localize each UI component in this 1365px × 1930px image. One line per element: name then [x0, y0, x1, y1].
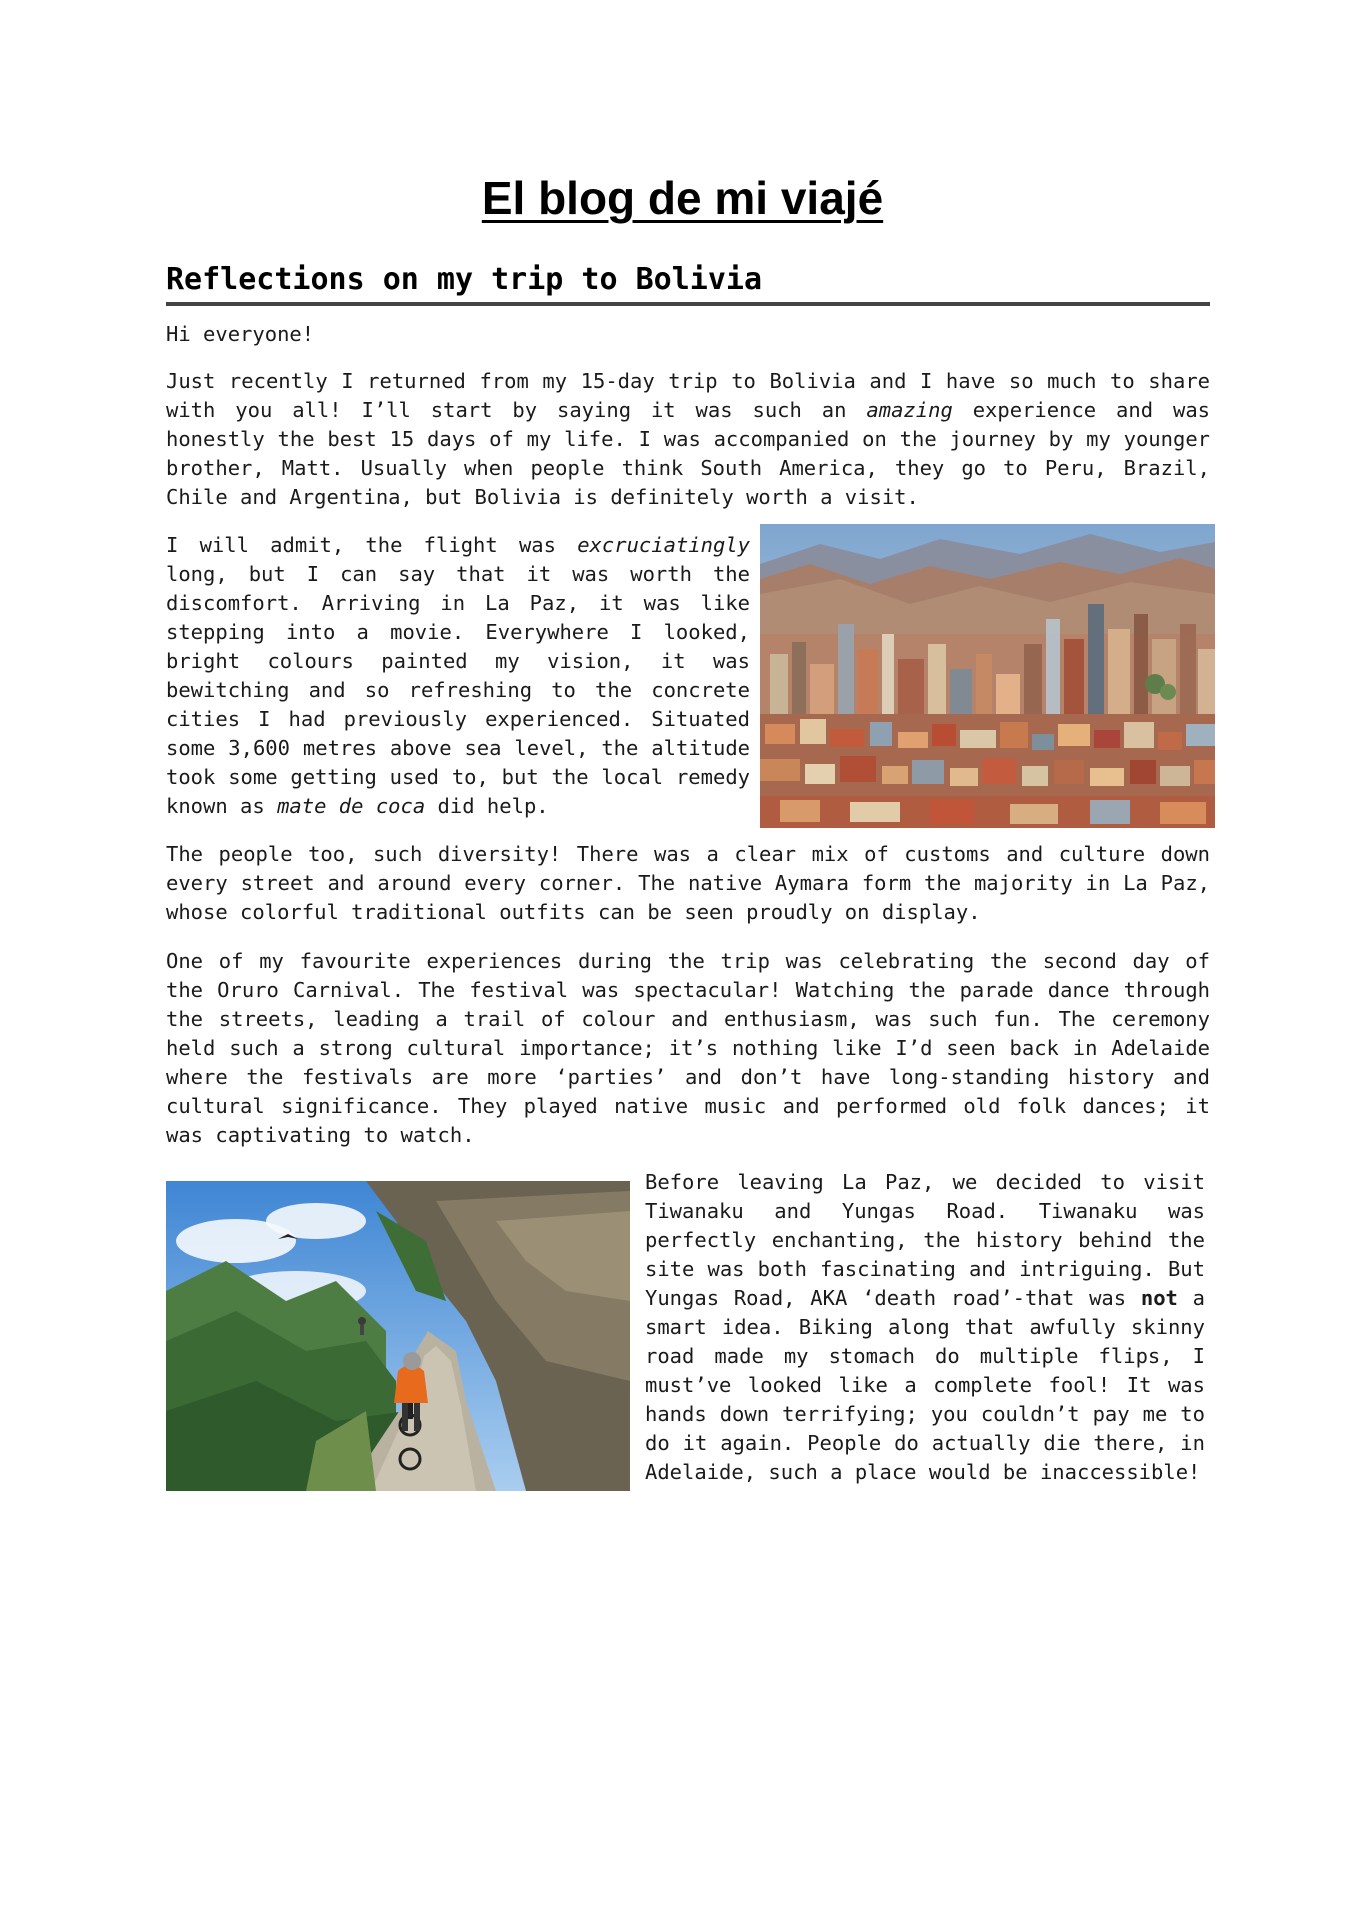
paragraph-intro [166, 367, 1210, 512]
p5-text-b: a smart idea. Biking along that awfully skinny road made my stomach do multiple flips, I must’ve looked like a complete fool! It was hands down terrifying; you couldn’t pay me to do it again. People do actually die there, in Adelaide, such a place would be inaccessible! [645, 1286, 1205, 1484]
paragraph-carnival: One of my favourite experiences during the trip was celebrating the second day of the Oruro Carnival. The festival was spectacular! Watching the parade dance through the streets, leading a trail of colour and enthusiasm, was such fun. The ceremony held such a strong cultural importance; it’s nothing like I’d seen back in Adelaide where the festivals are more ‘parties’ and don’t have long-standing history and cultural significance. They played native music and performed old folk dances; it was captivating to watch. [166, 949, 1210, 1147]
p1-text-b: experience and was honestly the best 15 days of my life. I was accompanied on the journey by my younger brother, Matt. Usually when people think South America, they go to Peru, Brazil, Chile and Argentina, but Bolivia is definitely worth a visit. [166, 398, 1211, 509]
p2-text-a: I will admit, the flight was [166, 533, 578, 557]
post-subtitle: Reflections on my trip to Bolivia [166, 262, 763, 297]
p2-text-c: did help. [425, 794, 549, 818]
p5-text-a: Before leaving La Paz, we decided to visit Tiwanaku and Yungas Road. Tiwanaku was perfectly enchanting, the history behind the site was both fascinating and intriguing. But Yungas Road, AKA ‘death road’-that was [645, 1170, 1205, 1310]
p2-emphasis-b: mate de coca [277, 794, 426, 818]
subtitle-rule [166, 302, 1210, 306]
yungas-road-image [166, 1181, 630, 1491]
blog-title [0, 170, 1365, 226]
yungas-road-graphic [166, 1181, 630, 1491]
p5-bold: not [1140, 1286, 1178, 1310]
la-paz-cityscape-graphic [760, 524, 1215, 828]
la-paz-cityscape-image [760, 524, 1215, 828]
p2-text-b: long, but I can say that it was worth the discomfort. Arriving in La Paz, it was like stepping into a movie. Everywhere I looked, bright colours painted my vision, it was bewitching and so refreshing to the concrete cities I had previously experienced. Situated some 3,600 metres above sea level, the altitude took some getting used to, but the local remedy known as [166, 562, 750, 818]
p2-emphasis-a: excruciatingly [577, 533, 750, 557]
greeting: Hi everyone! [166, 322, 315, 346]
paragraph-la-paz [166, 531, 750, 821]
paragraph-yungas [645, 1168, 1205, 1487]
p1-text-a: Just recently I returned from my 15-day trip to Bolivia and I have so much to share with you all! I’ll start by saying it was such an [166, 369, 1210, 422]
paragraph-people: The people too, such diversity! There was a clear mix of customs and culture down every street and around every corner. The native Aymara form the majority in La Paz, whose colorful traditional outfits can be seen proudly on display. [166, 842, 1210, 924]
blog-title-text: El blog de mi viajé [481, 172, 884, 224]
p1-emphasis: amazing [866, 398, 953, 422]
